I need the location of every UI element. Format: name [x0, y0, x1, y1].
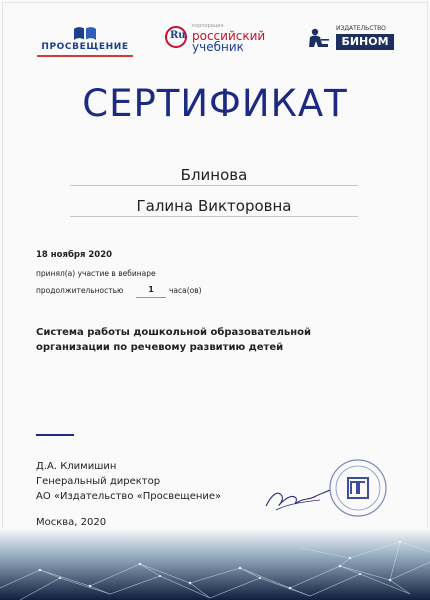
seal-stamp-icon: [328, 458, 388, 518]
hours-unit: часа(ов): [169, 286, 202, 295]
prosveshchenie-logo: [37, 26, 133, 58]
signatory-company: АО «Издательство «Просвещение»: [36, 491, 222, 502]
recipient-name: Галина Викторовна: [136, 197, 292, 215]
logo-corp-label: корпорация: [192, 23, 224, 29]
signatory-name: Д.А. Климишин: [36, 461, 117, 472]
duration-label: продолжительностью: [36, 286, 124, 295]
participation-text: принял(а) участие в вебинаре: [36, 269, 156, 278]
book-icon: [73, 26, 97, 41]
event-date: 18 ноября 2020: [36, 250, 113, 260]
webinar-topic: Система работы дошкольной образовательной организации по речевому развитию детей: [36, 327, 311, 353]
signatory-position: Генеральный директор: [36, 476, 161, 487]
ru-emblem-icon: Ru: [165, 26, 187, 48]
footer-network-graphic: [0, 528, 430, 600]
logo-line-2: учебник: [192, 40, 244, 54]
logo-red-bar: [37, 55, 133, 57]
recipient-surname: Блинова: [180, 166, 248, 184]
reading-figure-icon: [306, 27, 332, 51]
certificate-title: СЕРТИФИКАТ: [82, 82, 348, 125]
accent-divider: [36, 434, 74, 436]
logo-line-1: российский: [192, 29, 266, 43]
signature-image: [262, 480, 332, 516]
binom-izd-label: ИЗДАТЕЛЬСТВО: [336, 25, 386, 32]
surname-underline: [70, 185, 358, 186]
place-year: Москва, 2020: [36, 517, 107, 528]
binom-logo: [306, 25, 392, 53]
hours-underline: [136, 297, 166, 298]
duration-hours: 1: [148, 285, 154, 294]
rossiyskiy-uchebnik-logo: [165, 24, 285, 52]
name-underline: [70, 216, 358, 217]
binom-label: БИНОМ: [336, 34, 394, 50]
prosveshchenie-logo-text: ПРОСВЕЩЕНИЕ: [41, 42, 129, 52]
